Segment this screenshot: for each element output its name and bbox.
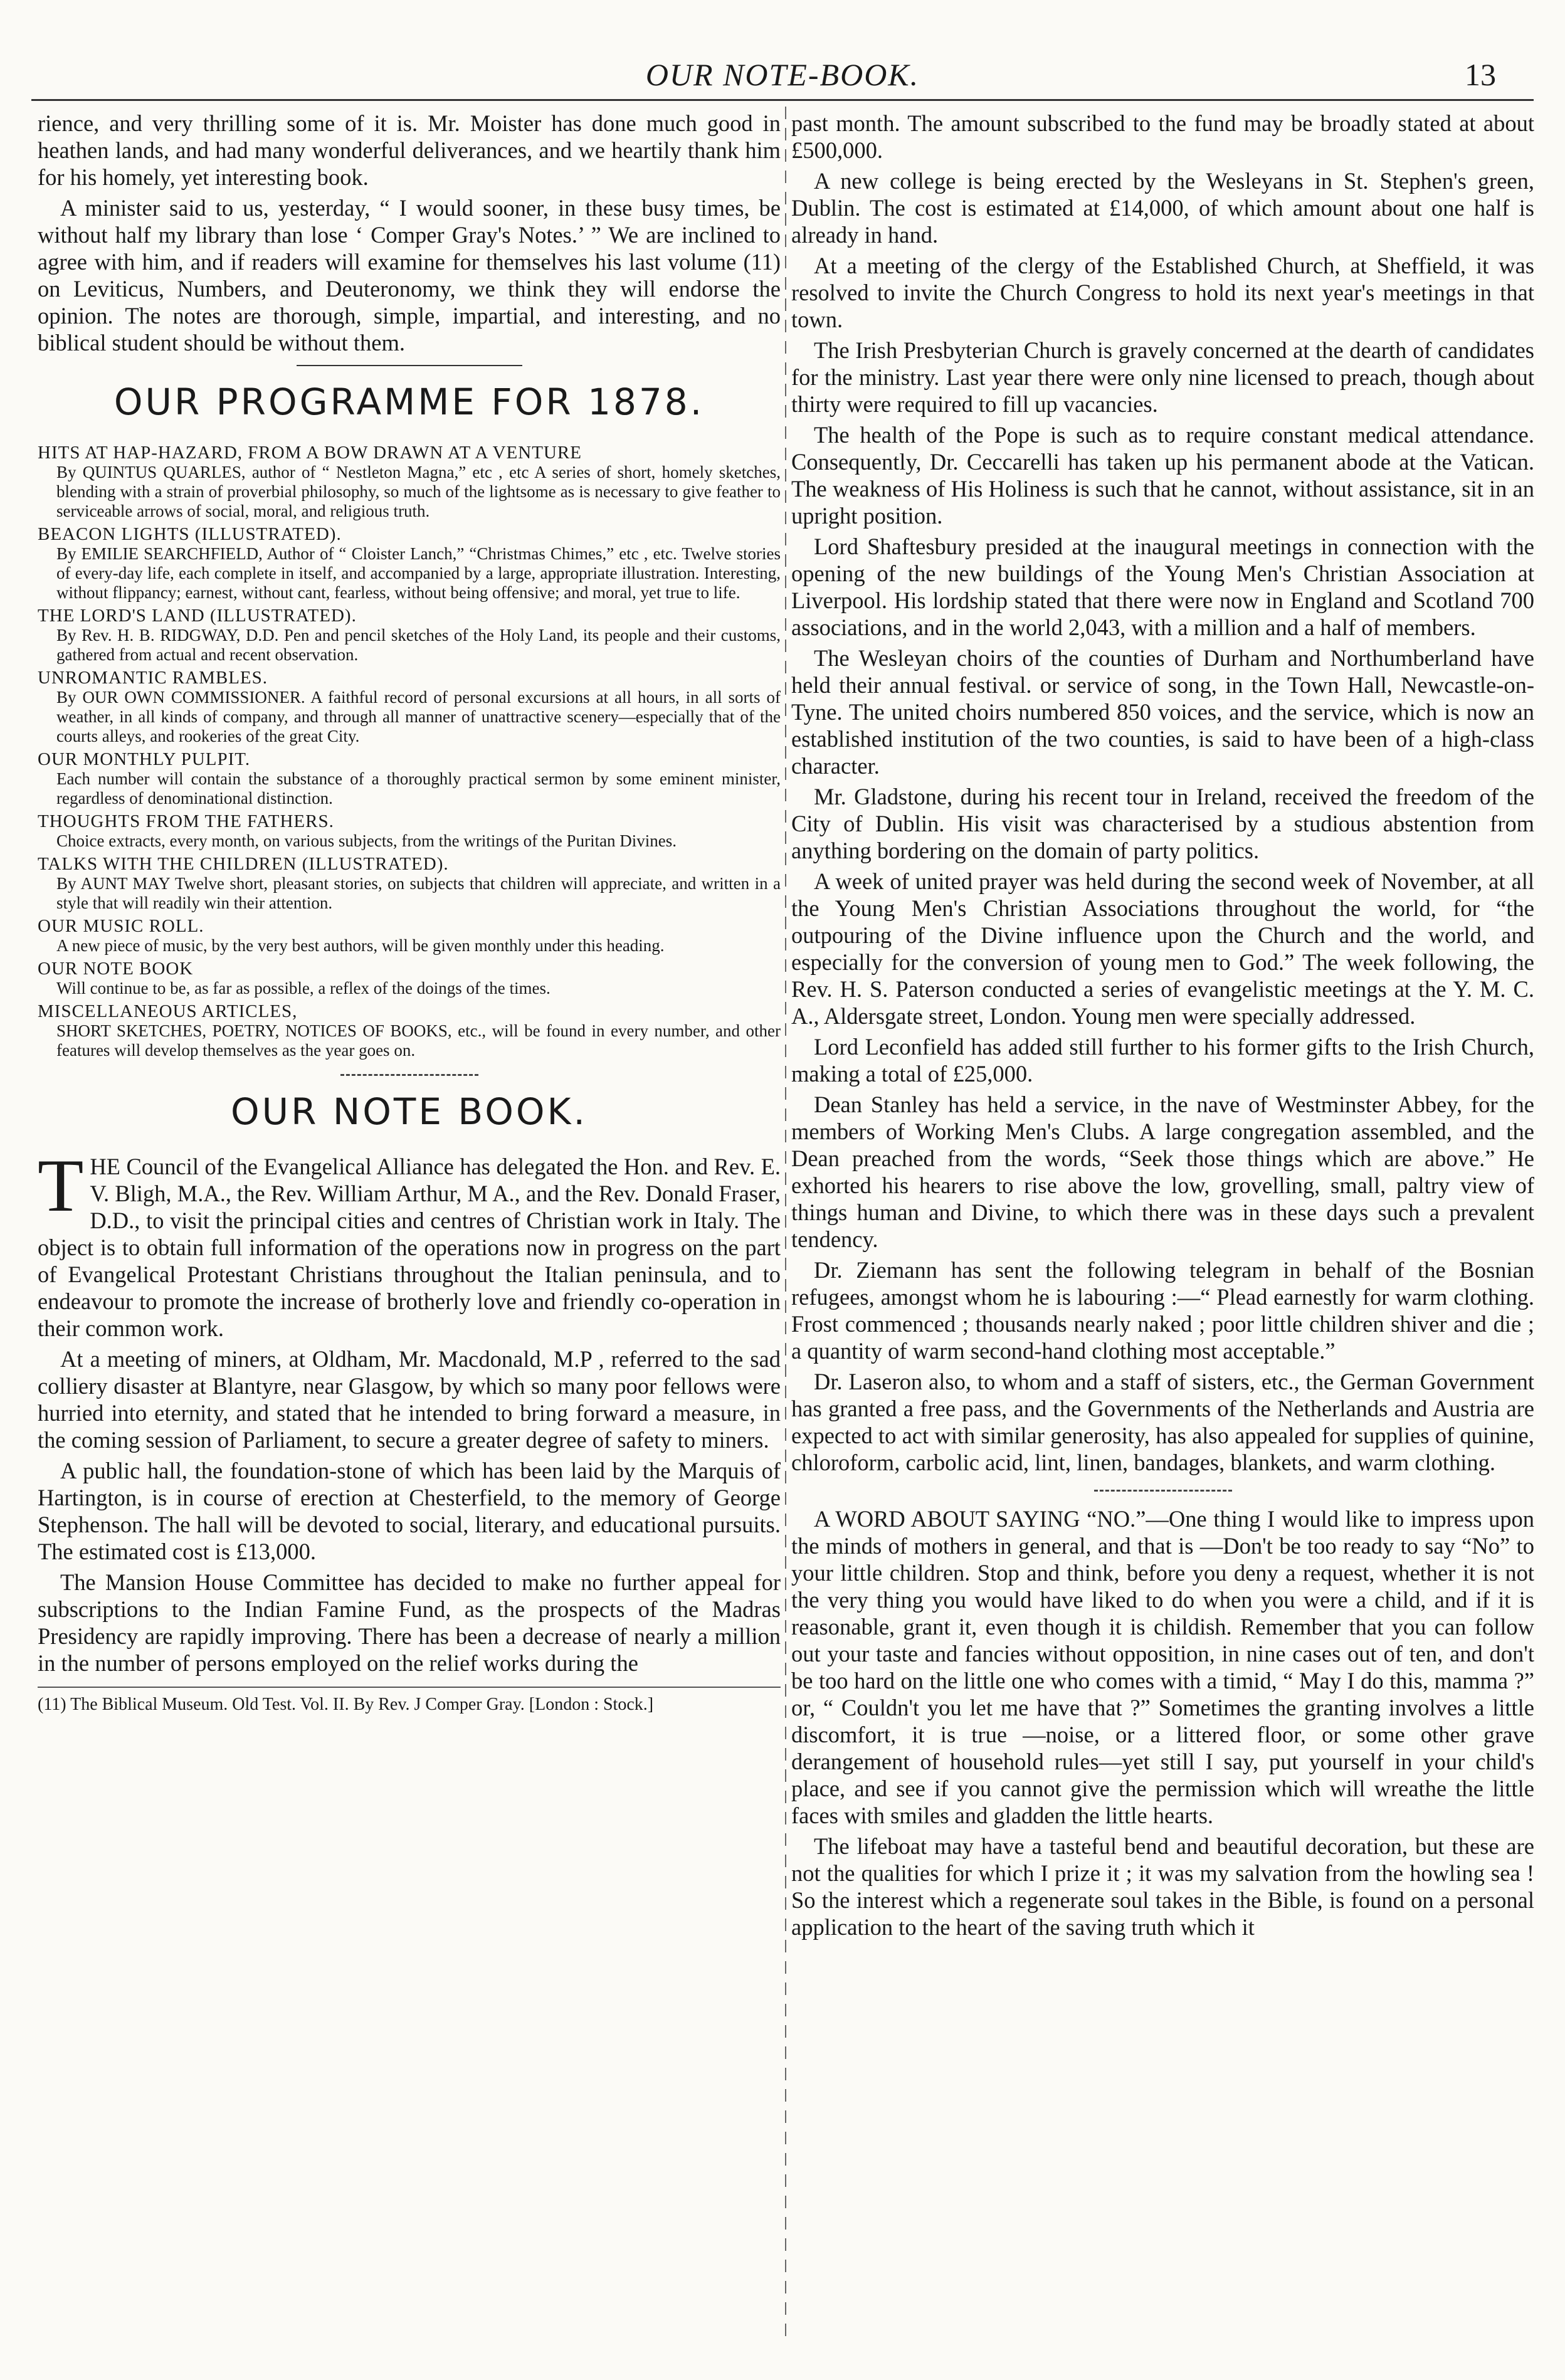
news-paragraph: Mr. Gladstone, during his recent tour in Ireland, received the freedom of the City of Dublin. His visit was characterised by a studious abstention from anything bordering on the domain of party politics. [791, 784, 1534, 863]
news-paragraph: Lord Shaftesbury presided at the inaugural meetings in connection with the opening of the new buildings of the Young Men's Christian Association at Liverpool. His lordship stated that there were now in England and Scotland 700 associations, and in the world 2,043, with a million and a half of members. [791, 534, 1534, 640]
programme-item-title: THOUGHTS FROM THE FATHERS. [38, 811, 334, 831]
news-paragraph: Dr. Ziemann has sent the following telegram in behalf of the Bosnian refugees, amongst whom he is labouring :—“ Plead earnestly for warm clothing. Frost commenced ; thousands nearly naked ; poor little children shiver and die ; a quantity of warm second-hand clothing most acceptable.” [791, 1257, 1534, 1364]
programme-item-desc: By QUINTUS QUARLES, author of “ Nestleton Magna,” etc , etc A series of short, homely sketches, blending with a strain of proverbial philosophy, so much of the lightsome as is necessary to give feather to serviceable arrows of social, moral, and religious truth. [56, 463, 781, 520]
intro-paragraph: A minister said to us, yesterday, “ I would sooner, in these busy times, be without half my library than lose ‘ Comper Gray's Notes.’ ” We are inclined to agree with him, and if readers will examine for themselves his last volume (11) on Leviticus, Numbers, and Deuteronomy, we think they will endorse the opinion. The notes are thorough, simple, impartial, and interesting, and no biblical student should be without them. [38, 195, 781, 355]
programme-item-desc: SHORT SKETCHES, POETRY, NOTICES OF BOOKS, etc., will be found in every number, and other features will develop themselves as the year goes on. [56, 1021, 781, 1060]
news-paragraph: Dean Stanley has held a service, in the nave of Westminster Abbey, for the members of Working Men's Clubs. A large congregation assembled, and the Dean preached from the words, “Seek those things which are above.” He exhorted his hearers to rise above the low, grovelling, small, paltry view of things human and Divine, to which there was in these days such a prevalent tendency. [791, 1092, 1534, 1252]
word-heading: A WORD ABOUT SAYING “NO.” [814, 1506, 1146, 1532]
word-paragraph [791, 1505, 1534, 1829]
programme-item [38, 959, 781, 998]
programme-item-desc: Choice extracts, every month, on various subjects, from the writings of the Puritan Divines. [56, 831, 677, 850]
programme-item [38, 917, 781, 956]
programme-item-desc: By Rev. H. B. RIDGWAY, D.D. Pen and pencil sketches of the Holy Land, its people and their customs, gathered from actual and recent observation. [56, 626, 781, 664]
notebook-paragraph-text: HE Council of the Evangelical Alliance has delegated the Hon. and Rev. E. V. Bligh, M.A., the Rev. William Arthur, M A., and the Rev. Donald Fraser, D.D., to visit the principal cities and centres of Christian work in Italy. The object is to obtain full information of the operations now in progress on the part of Evangelical Protestant Christians throughout the Italian peninsula, and to endeavour to promote the increase of brotherly love and friendly co-operation in their common work. [38, 1154, 781, 1341]
column-divider [785, 107, 786, 2345]
news-paragraph: past month. The amount subscribed to the fund may be broadly stated at about £500,000. [791, 110, 1534, 163]
programme-item-title: OUR MONTHLY PULPIT. [38, 749, 251, 769]
drop-cap: T [38, 1144, 84, 1227]
section-rule [1094, 1490, 1232, 1492]
programme-item [38, 525, 781, 603]
programme-item-title: HITS AT HAP-HAZARD, FROM A BOW DRAWN AT A VENTURE [38, 443, 582, 463]
programme-item-desc: Will continue to be, as far as possible, a reflex of the doings of the times. [56, 979, 551, 998]
news-paragraph: Dr. Laseron also, to whom and a staff of sisters, etc., the German Government has granted a free pass, and the Governments of the Netherlands and Austria are expected to act with similar generosity, has also appealed for supplies of quinine, chloroform, carbolic acid, lint, linen, bandages, blankets, and warm clothing. [791, 1369, 1534, 1475]
news-paragraph: A new college is being erected by the Wesleyans in St. Stephen's green, Dublin. The cost is estimated at £14,000, of which amount about one half is already in hand. [791, 168, 1534, 248]
programme-item-desc: A new piece of music, by the very best authors, will be given monthly under this heading. [56, 936, 665, 955]
running-head [31, 55, 1534, 101]
programme-item-title: MISCELLANEOUS ARTICLES, [38, 1001, 298, 1021]
programme-item-desc: Each number will contain the substance of a thoroughly practical sermon by some eminent minister, regardless of denominational distinction. [56, 769, 781, 808]
programme-item [38, 606, 781, 665]
page-number: 13 [1465, 57, 1496, 92]
notebook-paragraph: A public hall, the foundation-stone of which has been laid by the Marquis of Hartington, is in course of erection at Chesterfield, to the memory of George Stephenson. The hall will be devoted to social, literary, and educational pursuits. The estimated cost is £13,000. [38, 1458, 781, 1564]
programme-item [38, 855, 781, 913]
notebook-paragraph: At a meeting of miners, at Oldham, Mr. Macdonald, M.P , referred to the sad colliery disaster at Blantyre, near Glasgow, by which so many poor fellows were hurried into eternity, and stated that he intended to bring forward a measure, in the coming session of Parliament, to secure a greater degree of safety to miners. [38, 1346, 781, 1453]
programme-item-title: TALKS WITH THE CHILDREN (ILLUSTRATED). [38, 854, 449, 874]
programme-item-desc: By AUNT MAY Twelve short, pleasant stories, on subjects that children will appreciate, and written in a style that will readily win their attention. [56, 874, 781, 912]
notebook-heading: OUR NOTE BOOK. [231, 1090, 588, 1133]
left-column [38, 110, 781, 2342]
news-paragraph: The Irish Presbyterian Church is gravely concerned at the dearth of candidates for the ministry. Last year there were only nine licensed to preach, though about thirty were required to fill up vacancies. [791, 337, 1534, 417]
word-paragraph: The lifeboat may have a tasteful bend and beautiful decoration, but these are not the qualities for which I prize it ; it was my salvation from the howling sea ! So the interest which a regenerate soul takes in the Bible, is found on a personal application to the heart of the saving truth which it [791, 1833, 1534, 1940]
programme-item-title: UNROMANTIC RAMBLES. [38, 668, 268, 688]
news-paragraph: A week of united prayer was held during the second week of November, at all the Young Men's Christian Associations throughout the world, for “the outpouring of the Divine influence upon the Church and the world, and especially for the conversion of young men to God.” The week following, the Rev. H. S. Paterson conducted a series of evangelistic meetings at the Y. M. C. A., Aldersgate street, London. Young men were specially addressed. [791, 868, 1534, 1029]
news-paragraph: Lord Leconfield has added still further to his former gifts to the Irish Church, making a total of £25,000. [791, 1034, 1534, 1087]
programme-item-desc: By OUR OWN COMMISSIONER. A faithful record of personal excursions at all hours, in all sorts of weather, in all kinds of company, and through all manner of unattractive scenery—especially that of the courts alleys, and rookeries of the great City. [56, 688, 781, 745]
news-paragraph: The Wesleyan choirs of the counties of Durham and Northumberland have held their annual festival. or service of song, in the Town Hall, Newcastle-on-Tyne. The united choirs numbered 850 voices, and the service, which is now an established institution of the two counties, is said to have been of a high-class character. [791, 645, 1534, 779]
programme-item-title: THE LORD'S LAND (ILLUSTRATED). [38, 606, 357, 626]
programme-item [38, 812, 781, 851]
programme-item [38, 668, 781, 746]
news-paragraph: At a meeting of the clergy of the Established Church, at Sheffield, it was resolved to invite the Church Congress to hold its next year's meetings in that town. [791, 253, 1534, 332]
programme-item-desc: By EMILIE SEARCHFIELD, Author of “ Cloister Lanch,” “Christmas Chimes,” etc , etc. Twelve stories of every-day life, each complete in itself, and accompanied by a large, appropriate illustration. Interesting, without flippancy; earnest, without cant, fearless, without being offensive; and moral, yet true to life. [56, 544, 781, 602]
intro-paragraph: rience, and very thrilling some of it is. Mr. Moister has done much good in heathen lands, and had many wonderful deliverances, and we heartily thank him for his homely, yet interesting book. [38, 110, 781, 190]
programme-item-title: OUR NOTE BOOK [38, 959, 194, 979]
programme-item [38, 750, 781, 808]
programme-item-title: BEACON LIGHTS (ILLUSTRATED). [38, 524, 342, 544]
programme-heading: OUR PROGRAMME FOR 1878. [113, 381, 705, 423]
notebook-paragraph [38, 1144, 781, 1342]
right-column [791, 110, 1534, 2342]
word-paragraph-text: —One thing I would like to impress upon the minds of mothers in general, and that is —Don't be too ready to say “No” to your little children. Stop and think, before you deny a request, whether it is not the very thing you would have liked to do when you were a child, and if it is reasonable, grant it, even though it is childish. Remember that you can follow out your taste and fancies without opposition, in nine cases out of ten, and don't be too hard on the little one who comes with a timid, “ May I do this, mamma ?” or, “ Couldn't you let me have that ?” Sometimes the granting involves a little discomfort, it is true —noise, or a littered floor, or some other grave derangement of household rules—yet still I say, put yourself in your child's place, and see if you cannot give the permission which will wreathe the little faces with smiles and gladden the little hearts. [791, 1506, 1534, 1828]
notebook-paragraph: The Mansion House Committee has decided to make no further appeal for subscriptions to the Indian Famine Fund, as the prospects of the Madras Presidency are rapidly improving. There has been a decrease of nearly a million in the number of persons employed on the relief works during the [38, 1569, 781, 1676]
programme-item [38, 443, 781, 521]
running-title: OUR NOTE-BOOK. [645, 57, 920, 92]
footnote: (11) The Biblical Museum. Old Test. Vol. II. By Rev. J Comper Gray. [London : Stock.] [38, 1687, 781, 1715]
programme-list [38, 443, 781, 1060]
programme-item [38, 1002, 781, 1060]
section-rule [340, 1074, 478, 1076]
section-rule [297, 365, 522, 366]
news-paragraph: The health of the Pope is such as to require constant medical attendance. Consequently, Dr. Ceccarelli has taken up his permanent abode at the Vatican. The weakness of His Holiness is such that he cannot, without assistance, sit in an upright position. [791, 422, 1534, 529]
programme-item-title: OUR MUSIC ROLL. [38, 916, 204, 936]
